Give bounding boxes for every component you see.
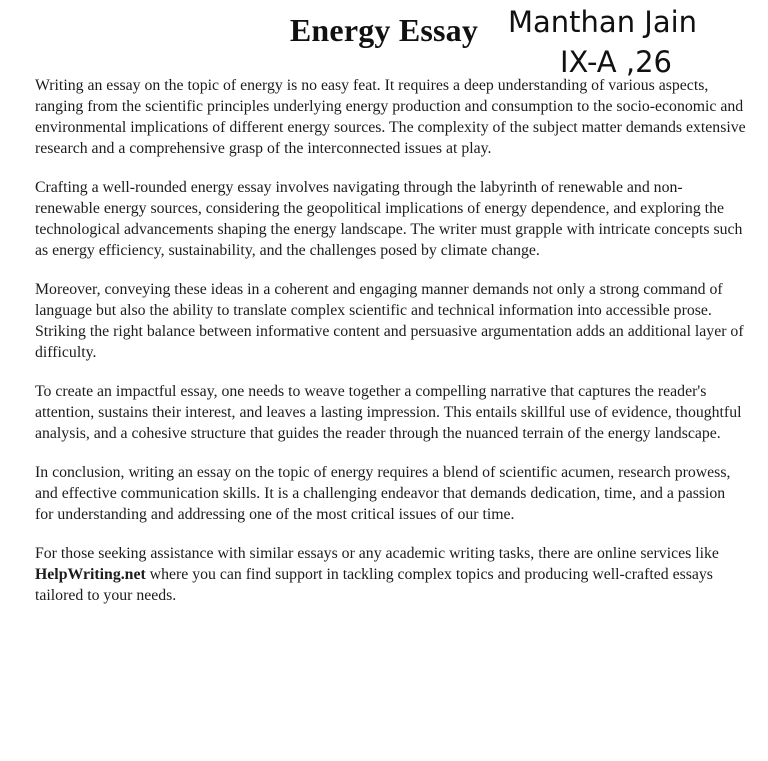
handwritten-name-annotation: Manthan Jain bbox=[508, 5, 698, 39]
paragraph-2: Crafting a well-rounded energy essay involves navigating through the labyrinth of renewable and non-renewable energy sources, considering the geopolitical implications of energy dependence, and exploring the technological advancements shaping the energy landscape. The writer must grapple with intricate concepts such as energy efficiency, sustainability, and the challenges posed by climate change. bbox=[35, 179, 743, 259]
paragraph-6 bbox=[35, 543, 747, 606]
essay-body bbox=[35, 75, 747, 624]
handwritten-class-annotation: IX-A ,26 bbox=[560, 45, 672, 79]
paragraph-1: Writing an essay on the topic of energy is no easy feat. It requires a deep understanding of various aspects, ranging from the scientific principles underlying energy production and consumption to the socio-economic and environmental implications of different energy sources. The complexity of the subject matter demands extensive research and a comprehensive grasp of the interconnected issues at play. bbox=[35, 77, 746, 157]
paragraph-5: In conclusion, writing an essay on the topic of energy requires a blend of scientific acumen, research prowess, and effective communication skills. It is a challenging endeavor that demands dedication, time, and a passion for understanding and addressing one of the most critical issues of our time. bbox=[35, 464, 731, 523]
essay-title: Energy Essay bbox=[289, 12, 479, 48]
paragraph-3: Moreover, conveying these ideas in a coherent and engaging manner demands not only a strong command of language but also the ability to translate complex scientific and technical information into accessible prose. Striking the right balance between informative content and persuasive argumentation adds an additional layer of difficulty. bbox=[35, 281, 744, 361]
paragraph-6-lead: For those seeking assistance with similar essays or any academic writing tasks, there are online services like bbox=[35, 545, 719, 562]
paragraph-6-tail: where you can find support in tackling complex topics and producing well-crafted essays tailored to your needs. bbox=[35, 566, 713, 604]
paragraph-4: To create an impactful essay, one needs to weave together a compelling narrative that captures the reader's attention, sustains their interest, and leaves a lasting impression. This entails skillful use of evidence, thoughtful analysis, and a cohesive structure that guides the reader through the nuanced terrain of the energy landscape. bbox=[35, 383, 742, 442]
helpwriting-brand-text: HelpWriting.net bbox=[35, 566, 146, 583]
